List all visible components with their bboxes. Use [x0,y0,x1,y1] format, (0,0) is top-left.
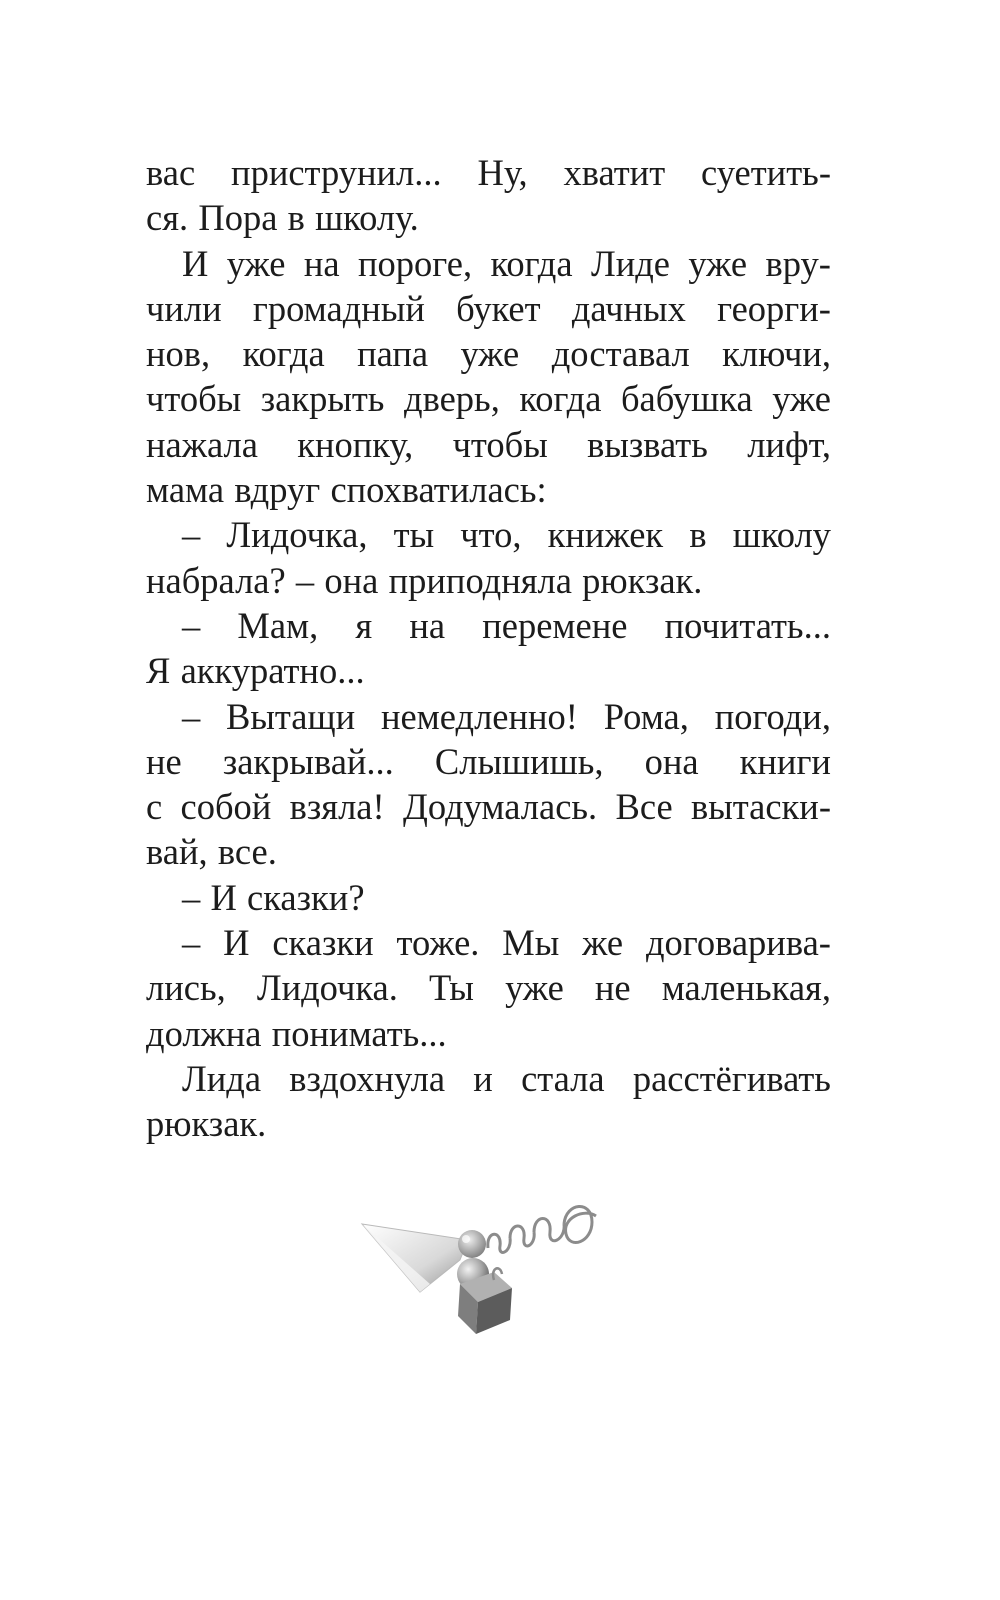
word: школу. [315,197,419,239]
word: нов, [146,333,211,375]
text-line [146,829,831,874]
text-line-content [146,648,831,693]
text-line-content [182,694,831,739]
text-line-content [182,241,831,286]
word: перемене [482,604,628,646]
word: она [644,740,699,782]
text-line-content [146,331,831,376]
word: – [182,922,201,964]
word: ключи, [722,333,831,375]
word: пороге, [357,242,473,284]
text-line [146,331,831,376]
word: школу [732,514,831,556]
word: когда [242,333,325,375]
word: И [223,922,250,964]
word: аккуратно... [180,650,365,692]
word: на [303,242,340,284]
text-line [146,422,831,467]
word: нажала [146,423,258,465]
word: доставал [551,333,690,375]
word: же [582,922,624,964]
word: она [324,559,379,601]
word: Мы [502,922,560,964]
word: громадный [252,287,425,329]
word: и [473,1057,493,1099]
spring-coils [488,1206,596,1252]
text-line-content [146,195,831,240]
word: расстёгивать [632,1057,831,1099]
word: немедленно! [380,695,578,737]
word: все. [217,831,277,873]
word: договарива- [645,922,831,964]
word: набрала? [146,559,286,601]
word: уже [772,378,831,420]
word: дверь, [404,378,500,420]
word: – [182,876,201,918]
word: понимать... [271,1012,447,1054]
word: маленькая, [661,967,831,1009]
word: когда [519,378,602,420]
text-line-content [146,829,831,874]
word: на [409,604,446,646]
word: закрыть [260,378,385,420]
word: Я [146,650,171,692]
text-line-content [146,1011,831,1056]
text-line-content [182,920,831,965]
word: стала [521,1057,605,1099]
word: книжек [547,514,664,556]
text-line-content [146,376,831,421]
word: уже [688,242,748,284]
word: ся. [146,197,189,239]
word: Слышишь, [434,740,604,782]
text-line-content [182,875,831,920]
word: не [594,967,631,1009]
word: хватит [563,152,666,193]
text-line-content [182,512,831,557]
word: вздохнула [289,1057,446,1099]
word: георги- [717,287,831,329]
word: Рома, [603,695,689,737]
word: Лида [182,1057,262,1099]
word: лись, [146,967,226,1009]
word: мама [146,469,225,511]
word: рюкзак. [146,1103,267,1145]
word: Пора [198,197,278,239]
word: чили [146,287,222,329]
book-text [146,150,831,1147]
text-line-content [146,467,831,512]
word: вас [146,152,196,193]
text-line [146,739,831,784]
word: почитать... [664,604,831,646]
text-line [146,467,831,512]
word: чтобы [146,378,242,420]
text-line [146,920,831,965]
jack-in-the-box-icon [360,1188,610,1338]
word: Лидочка, [226,514,368,556]
word: вдруг [234,469,321,511]
text-line [146,1056,831,1101]
word: что, [460,514,522,556]
word: погоди, [714,695,831,737]
text-line [146,150,831,195]
word: взяла! [289,786,385,828]
text-line-content [146,784,831,829]
word: Мам, [237,604,319,646]
word: книги [739,740,831,782]
word: дачных [571,287,686,329]
word: вытаски- [691,786,831,828]
word: чтобы [452,423,548,465]
word: букет [456,287,541,329]
word: закрывай... [222,740,394,782]
word: тоже. [396,922,480,964]
word: приподняла [388,559,572,601]
word: Додумалась. [402,786,598,828]
word: бабушка [620,378,753,420]
text-line-content [146,558,831,603]
text-line [146,648,831,693]
word: лифт, [747,423,831,465]
word: – [182,695,201,737]
text-line [146,1101,831,1146]
word: Ну, [477,152,528,193]
text-line [146,784,831,829]
word: в [287,197,305,239]
word: – [182,514,201,556]
word: уже [505,967,564,1009]
word: вай, [146,831,208,873]
word: должна [146,1012,262,1054]
word: приструнил... [231,152,442,193]
word: папа [357,333,429,375]
word: рюкзак. [582,559,703,601]
text-line [146,241,831,286]
word: ты [393,514,435,556]
text-line-content [146,150,831,195]
word: уже [226,242,286,284]
text-line [146,603,831,648]
text-line-content [146,739,831,784]
text-line [146,1011,831,1056]
word: спохватилась: [330,469,547,511]
text-line [146,558,831,603]
text-line-content [146,422,831,467]
word: в [689,514,707,556]
word: не [146,740,182,782]
word: когда [490,242,573,284]
word: с [146,786,163,828]
word: уже [460,333,520,375]
word: кнопку, [297,423,414,465]
word: сказки [272,922,374,964]
word: Лидочка. [256,967,398,1009]
text-line-content [182,603,831,648]
text-line [146,195,831,240]
word: – [295,559,315,601]
word: Ты [428,967,474,1009]
word: я [355,604,373,646]
word: Вытащи [226,695,356,737]
text-line [146,694,831,739]
word: Все [615,786,673,828]
text-line [146,875,831,920]
text-line [146,376,831,421]
word: суетить- [701,152,831,193]
word: вызвать [587,423,708,465]
text-line [146,965,831,1010]
text-line-content [146,286,831,331]
word: Лиде [590,242,670,284]
word: вру- [765,242,831,284]
word: – [182,604,201,646]
word: И [182,242,209,284]
head-ball [458,1230,486,1258]
text-line [146,286,831,331]
text-line-content [146,1101,831,1146]
text-line [146,512,831,557]
text-line-content [146,965,831,1010]
word: сказки? [247,876,365,918]
text-line-content [182,1056,831,1101]
word: И [210,876,237,918]
word: собой [180,786,272,828]
